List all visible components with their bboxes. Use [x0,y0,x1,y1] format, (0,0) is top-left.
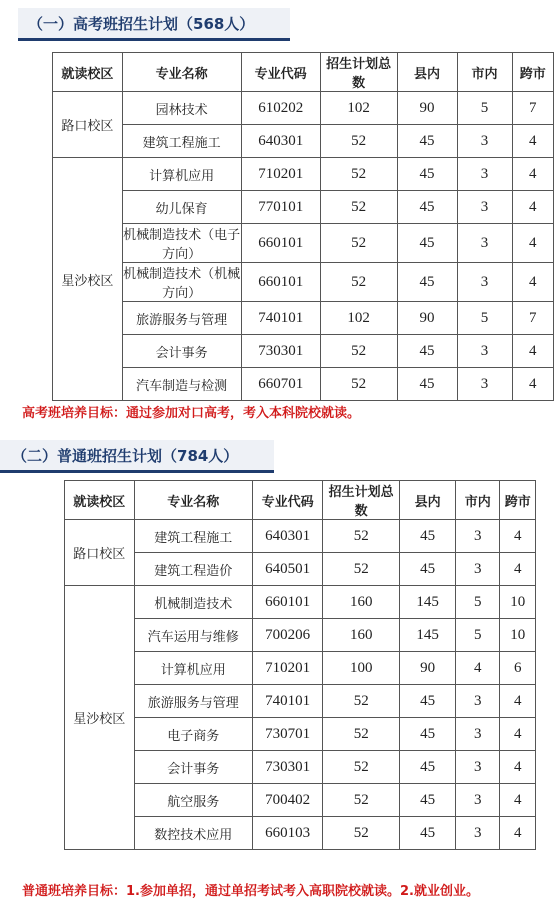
cross-cell: 6 [500,652,536,685]
table-row [65,553,536,586]
table-row [53,158,554,191]
major-cell: 机械制造技术（机械方向） [122,263,241,302]
city-cell: 3 [457,368,512,401]
major-cell: 计算机应用 [134,652,252,685]
major-cell: 航空服务 [134,784,252,817]
table-row [65,586,536,619]
header-total: 招生计划总数 [323,481,400,520]
header-cross: 跨市 [512,53,553,92]
regular-goal-text: 普通班培养目标：1.参加单招，通过单招考试考入高职院校就读。2.就业创业。 [22,884,479,899]
total-cell: 52 [323,520,400,553]
cross-cell: 4 [500,817,536,850]
city-cell: 3 [456,784,500,817]
cross-cell: 10 [500,619,536,652]
county-cell: 45 [397,158,457,191]
city-cell: 3 [457,191,512,224]
gaokao-plan-table [52,52,554,401]
header-city: 市内 [457,53,512,92]
major-cell: 园林技术 [122,92,241,125]
total-cell: 102 [320,92,397,125]
code-cell: 730301 [252,751,322,784]
major-cell: 幼儿保育 [122,191,241,224]
title-underline [18,38,290,41]
table-row [65,520,536,553]
city-cell: 5 [457,302,512,335]
header-code: 专业代码 [252,481,322,520]
cross-cell: 4 [512,263,553,302]
major-cell: 机械制造技术（电子方向） [122,224,241,263]
city-cell: 3 [456,685,500,718]
cross-cell: 4 [512,191,553,224]
total-cell: 52 [323,553,400,586]
total-cell: 100 [323,652,400,685]
table-row [65,685,536,718]
code-cell: 660101 [241,263,320,302]
major-cell: 旅游服务与管理 [134,685,252,718]
code-cell: 640301 [252,520,322,553]
header-row [53,53,554,92]
major-cell: 机械制造技术 [134,586,252,619]
total-cell: 52 [320,368,397,401]
table-row [53,125,554,158]
major-cell: 会计事务 [122,335,241,368]
county-cell: 45 [400,685,456,718]
code-cell: 660101 [241,224,320,263]
total-cell: 160 [323,586,400,619]
campus-cell: 星沙校区 [53,158,123,401]
cross-cell: 4 [500,718,536,751]
county-cell: 45 [400,751,456,784]
code-cell: 700206 [252,619,322,652]
county-cell: 90 [400,652,456,685]
table-row [53,224,554,263]
county-cell: 45 [397,335,457,368]
city-cell: 3 [456,718,500,751]
county-cell: 45 [397,224,457,263]
header-major: 专业名称 [134,481,252,520]
total-cell: 52 [320,158,397,191]
cross-cell: 4 [512,335,553,368]
county-cell: 45 [400,718,456,751]
section-title-regular [0,440,274,473]
cross-cell: 4 [512,368,553,401]
table-row [53,263,554,302]
county-cell: 45 [397,191,457,224]
total-cell: 52 [323,718,400,751]
section-title-text: （二）普通班招生计划（784人） [12,447,239,465]
major-cell: 汽车运用与维修 [134,619,252,652]
code-cell: 710201 [252,652,322,685]
total-cell: 52 [320,125,397,158]
header-major: 专业名称 [122,53,241,92]
total-cell: 52 [320,263,397,302]
code-cell: 660101 [252,586,322,619]
city-cell: 3 [457,263,512,302]
cross-cell: 4 [500,685,536,718]
county-cell: 90 [397,302,457,335]
total-cell: 52 [323,751,400,784]
county-cell: 45 [400,553,456,586]
city-cell: 4 [456,652,500,685]
city-cell: 3 [456,520,500,553]
table-row [65,619,536,652]
cross-cell: 4 [512,158,553,191]
cross-cell: 7 [512,92,553,125]
code-cell: 640501 [252,553,322,586]
major-cell: 建筑工程施工 [134,520,252,553]
header-row [65,481,536,520]
header-code: 专业代码 [241,53,320,92]
section-title-gaokao [18,8,290,41]
code-cell: 660103 [252,817,322,850]
header-campus: 就读校区 [53,53,123,92]
major-cell: 会计事务 [134,751,252,784]
header-county: 县内 [397,53,457,92]
table-row [53,335,554,368]
code-cell: 610202 [241,92,320,125]
table-row [53,302,554,335]
total-cell: 160 [323,619,400,652]
cross-cell: 4 [500,751,536,784]
city-cell: 3 [456,553,500,586]
total-cell: 52 [320,335,397,368]
city-cell: 3 [456,751,500,784]
cross-cell: 4 [512,224,553,263]
code-cell: 730701 [252,718,322,751]
total-cell: 52 [323,817,400,850]
code-cell: 710201 [241,158,320,191]
total-cell: 102 [320,302,397,335]
city-cell: 3 [457,125,512,158]
header-city: 市内 [456,481,500,520]
table-row [53,191,554,224]
header-campus: 就读校区 [65,481,135,520]
total-cell: 52 [320,224,397,263]
regular-plan-table [64,480,536,850]
campus-cell: 星沙校区 [65,586,135,850]
campus-cell: 路口校区 [53,92,123,158]
table-row [53,92,554,125]
cross-cell: 4 [500,520,536,553]
header-cross: 跨市 [500,481,536,520]
county-cell: 45 [397,125,457,158]
city-cell: 5 [457,92,512,125]
major-cell: 数控技术应用 [134,817,252,850]
total-cell: 52 [323,784,400,817]
county-cell: 90 [397,92,457,125]
code-cell: 700402 [252,784,322,817]
county-cell: 45 [397,263,457,302]
city-cell: 5 [456,619,500,652]
campus-cell: 路口校区 [65,520,135,586]
city-cell: 3 [457,224,512,263]
county-cell: 45 [400,784,456,817]
section-title-text: （一）高考班招生计划（568人） [28,15,255,33]
code-cell: 640301 [241,125,320,158]
code-cell: 740101 [241,302,320,335]
cross-cell: 7 [512,302,553,335]
county-cell: 145 [400,619,456,652]
code-cell: 740101 [252,685,322,718]
code-cell: 730301 [241,335,320,368]
county-cell: 45 [400,520,456,553]
county-cell: 145 [400,586,456,619]
major-cell: 旅游服务与管理 [122,302,241,335]
title-underline [0,470,274,473]
table-row [53,368,554,401]
table-row [65,817,536,850]
table-row [65,751,536,784]
cross-cell: 4 [500,784,536,817]
gaokao-goal-text: 高考班培养目标：通过参加对口高考，考入本科院校就读。 [22,406,361,421]
code-cell: 770101 [241,191,320,224]
cross-cell: 4 [500,553,536,586]
total-cell: 52 [320,191,397,224]
table-row [65,784,536,817]
county-cell: 45 [397,368,457,401]
city-cell: 3 [457,158,512,191]
table-row [65,718,536,751]
major-cell: 汽车制造与检测 [122,368,241,401]
total-cell: 52 [323,685,400,718]
city-cell: 3 [457,335,512,368]
code-cell: 660701 [241,368,320,401]
major-cell: 计算机应用 [122,158,241,191]
cross-cell: 10 [500,586,536,619]
major-cell: 建筑工程施工 [122,125,241,158]
major-cell: 电子商务 [134,718,252,751]
county-cell: 45 [400,817,456,850]
major-cell: 建筑工程造价 [134,553,252,586]
city-cell: 3 [456,817,500,850]
table-row [65,652,536,685]
city-cell: 5 [456,586,500,619]
header-county: 县内 [400,481,456,520]
header-total: 招生计划总数 [320,53,397,92]
cross-cell: 4 [512,125,553,158]
